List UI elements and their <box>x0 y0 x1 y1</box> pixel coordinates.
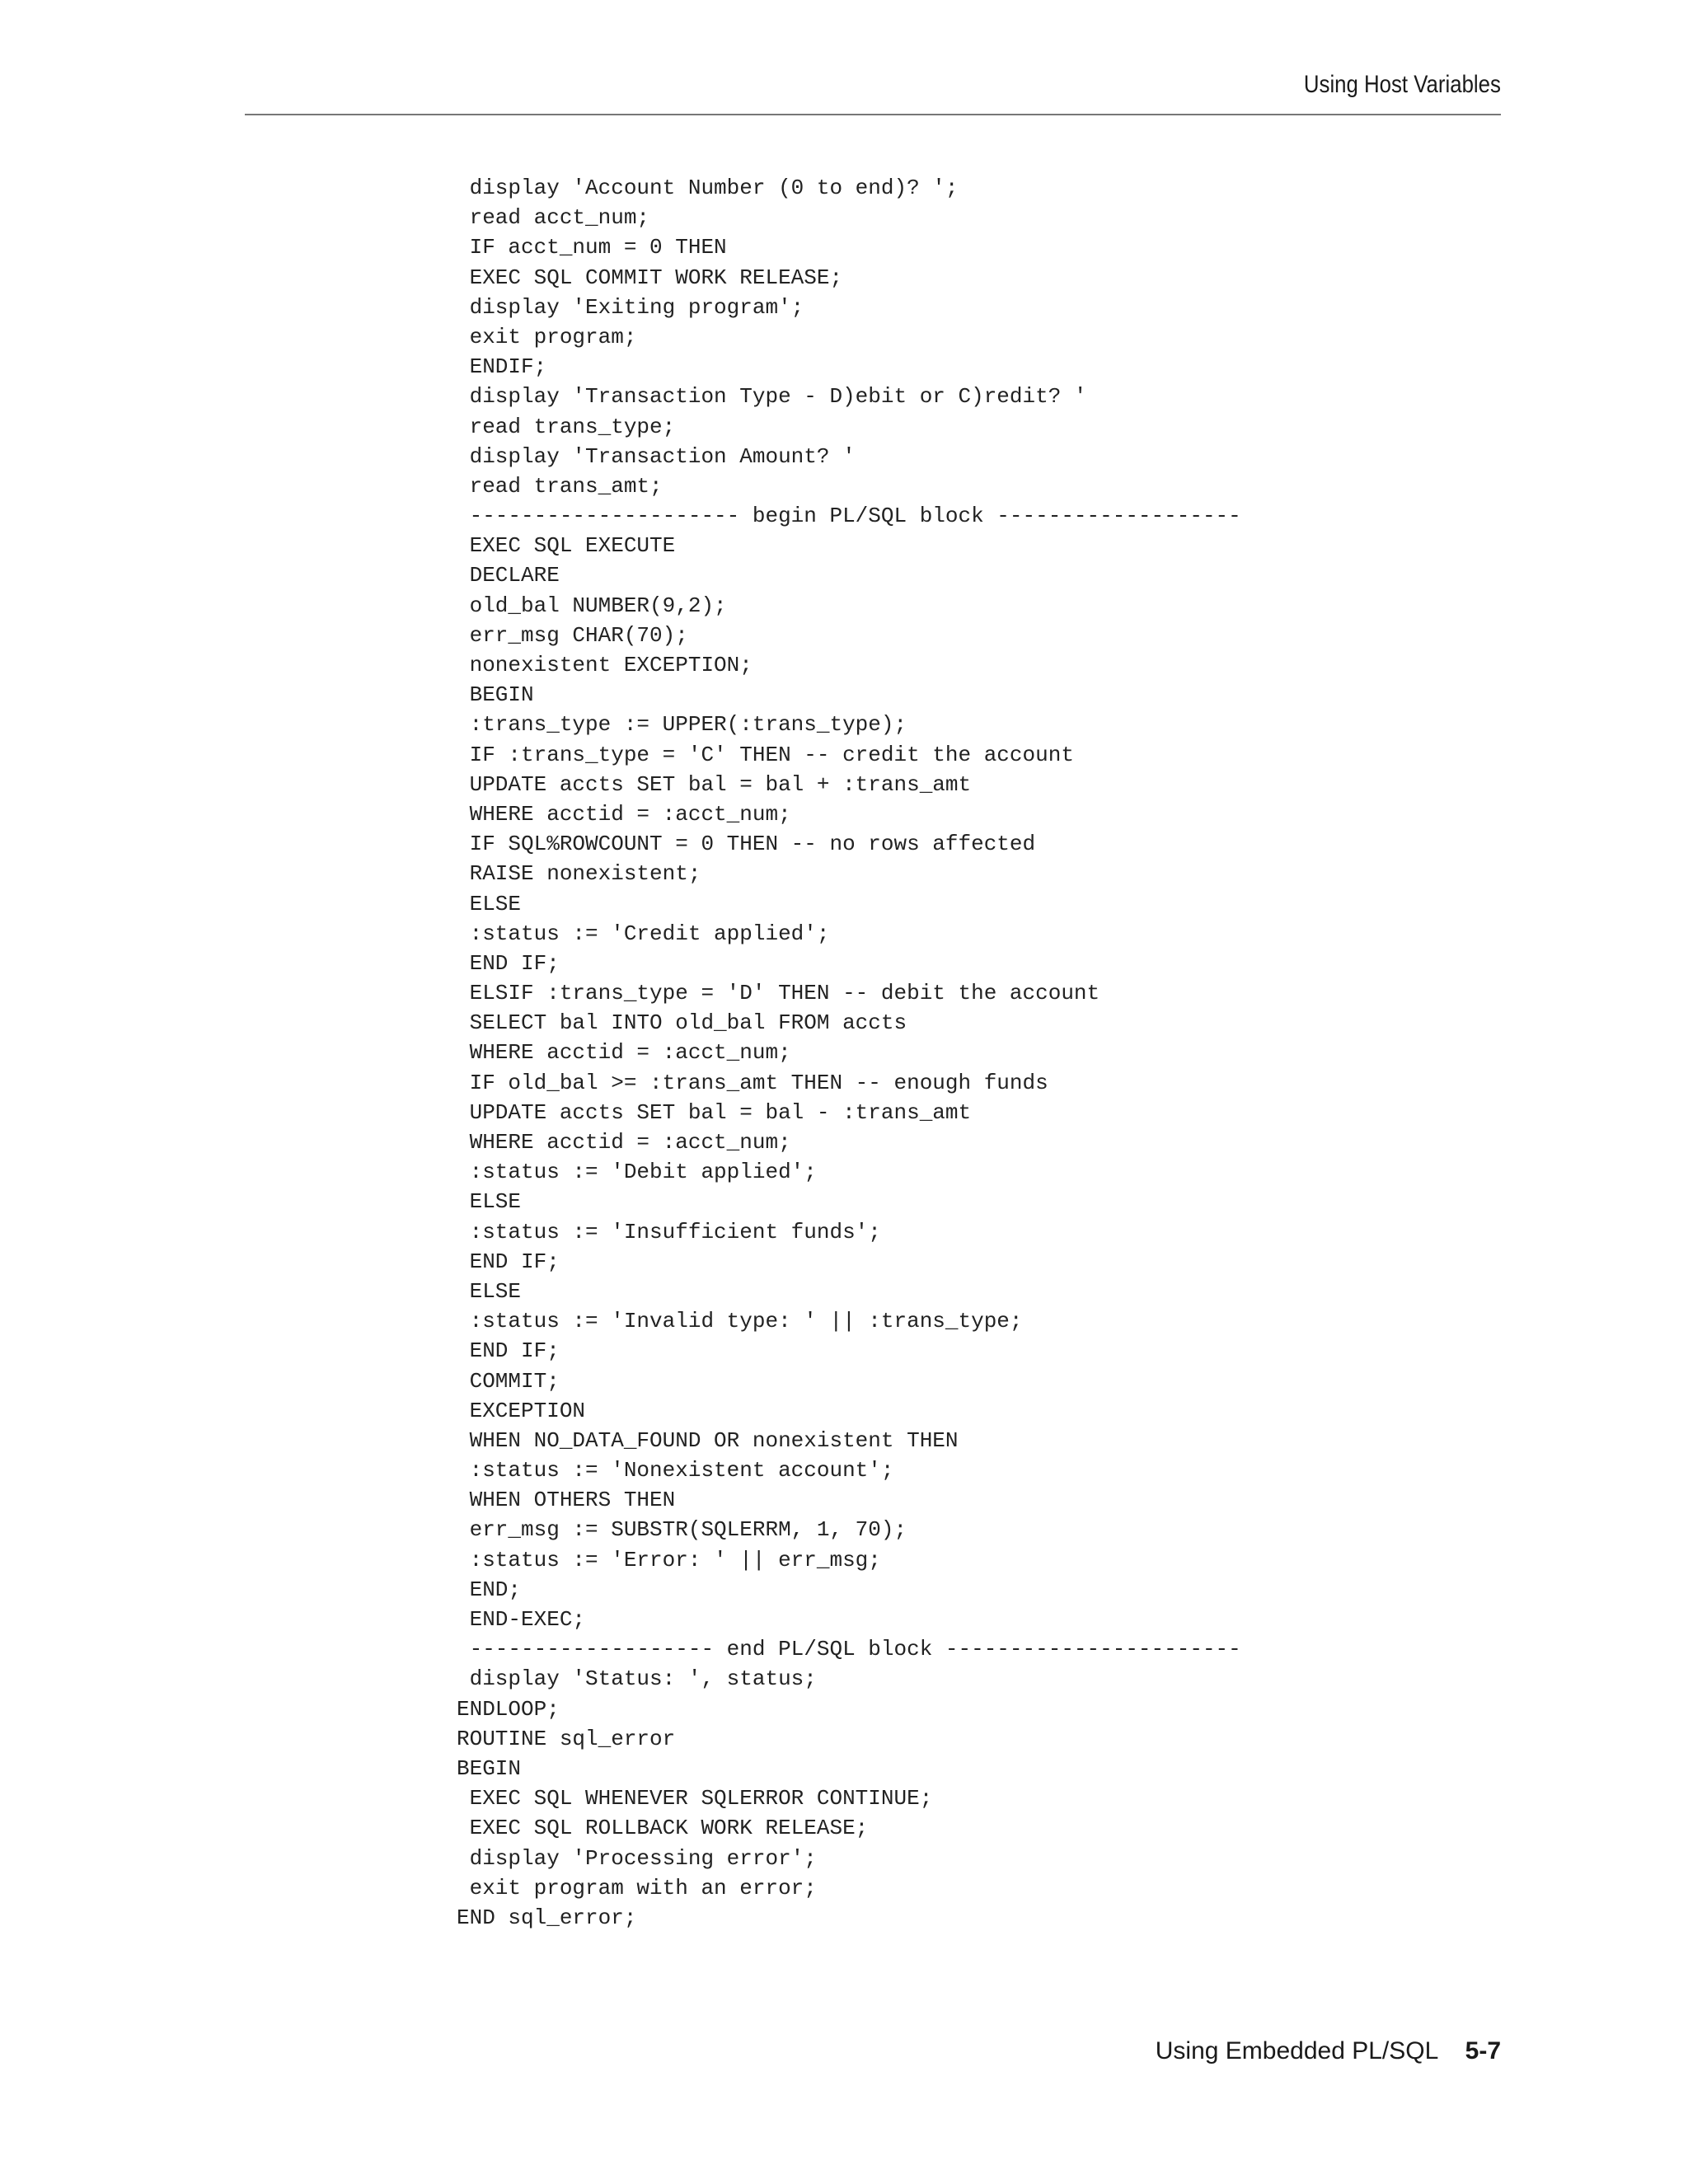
code-line: :status := 'Debit applied'; <box>457 1160 817 1185</box>
code-line: read trans_type; <box>457 414 676 439</box>
code-line: BEGIN <box>457 1755 522 1781</box>
code-line: read trans_amt; <box>457 473 663 499</box>
code-line: EXEC SQL WHENEVER SQLERROR CONTINUE; <box>457 1786 933 1811</box>
page-footer <box>1156 2037 1501 2065</box>
code-line: ELSE <box>457 891 522 916</box>
code-line: UPDATE accts SET bal = bal + :trans_amt <box>457 771 972 797</box>
code-line: END IF; <box>457 1338 560 1364</box>
code-line: exit program; <box>457 324 637 349</box>
code-line: ELSE <box>457 1278 522 1304</box>
code-line: END IF; <box>457 1249 560 1274</box>
code-line: DECLARE <box>457 563 560 588</box>
code-line: :status := 'Insufficient funds'; <box>457 1219 881 1244</box>
code-line: BEGIN <box>457 682 534 708</box>
code-line: RAISE nonexistent; <box>457 861 701 887</box>
code-line: ELSE <box>457 1189 522 1215</box>
code-line: WHEN NO_DATA_FOUND OR nonexistent THEN <box>457 1427 959 1453</box>
footer-chapter-title: Using Embedded PL/SQL <box>1155 2037 1439 2064</box>
code-line: WHEN OTHERS THEN <box>457 1488 676 1513</box>
code-line: IF :trans_type = 'C' THEN -- credit the account <box>457 742 1074 767</box>
code-line: display 'Processing error'; <box>457 1845 817 1871</box>
code-line: old_bal NUMBER(9,2); <box>457 593 727 618</box>
code-line: WHERE acctid = :acct_num; <box>457 1130 791 1155</box>
code-line: IF old_bal >= :trans_amt THEN -- enough funds <box>457 1070 1048 1095</box>
code-line: EXCEPTION <box>457 1398 586 1423</box>
code-line: display 'Exiting program'; <box>457 294 804 320</box>
code-line: ELSIF :trans_type = 'D' THEN -- debit the account <box>457 981 1100 1006</box>
code-line: WHERE acctid = :acct_num; <box>457 801 791 827</box>
code-line: IF SQL%ROWCOUNT = 0 THEN -- no rows affected <box>457 832 1036 857</box>
code-line: display 'Account Number (0 to end)? '; <box>457 176 959 200</box>
footer-page-number: 5-7 <box>1465 2037 1501 2064</box>
code-line: display 'Transaction Amount? ' <box>457 443 856 469</box>
code-line: UPDATE accts SET bal = bal - :trans_amt <box>457 1099 972 1125</box>
code-line: WHERE acctid = :acct_num; <box>457 1040 791 1066</box>
code-line: END IF; <box>457 950 560 976</box>
code-line: END; <box>457 1577 522 1602</box>
code-line: IF acct_num = 0 THEN <box>457 235 727 260</box>
code-line: exit program with an error; <box>457 1875 817 1900</box>
code-line: --------------------- begin PL/SQL block ------------------- <box>457 504 1241 529</box>
code-line: SELECT bal INTO old_bal FROM accts <box>457 1010 907 1036</box>
code-line: :status := 'Invalid type: ' || :trans_type; <box>457 1309 1023 1334</box>
code-line: ROUTINE sql_error <box>457 1726 676 1751</box>
code-line: EXEC SQL EXECUTE <box>457 533 676 559</box>
code-line: ------------------- end PL/SQL block ----------------------- <box>457 1637 1241 1662</box>
code-line: :status := 'Error: ' || err_msg; <box>457 1547 881 1572</box>
code-line: EXEC SQL ROLLBACK WORK RELEASE; <box>457 1816 869 1841</box>
code-line: EXEC SQL COMMIT WORK RELEASE; <box>457 265 843 290</box>
code-line: :status := 'Nonexistent account'; <box>457 1458 894 1483</box>
code-line: err_msg := SUBSTR(SQLERRM, 1, 70); <box>457 1517 907 1543</box>
code-listing <box>457 173 1241 1933</box>
header-rule <box>245 114 1501 115</box>
code-line: END-EXEC; <box>457 1607 586 1632</box>
code-line: ENDLOOP; <box>457 1696 560 1722</box>
code-line: display 'Transaction Type - D)ebit or C)redit? ' <box>457 384 1087 410</box>
code-line: :trans_type := UPPER(:trans_type); <box>457 712 907 738</box>
code-line: :status := 'Credit applied'; <box>457 921 830 946</box>
code-line: COMMIT; <box>457 1368 560 1394</box>
code-line: display 'Status: ', status; <box>457 1666 817 1692</box>
code-line: ENDIF; <box>457 354 547 380</box>
code-line: read acct_num; <box>457 205 650 231</box>
code-line: err_msg CHAR(70); <box>457 622 688 648</box>
code-line: END sql_error; <box>457 1905 637 1930</box>
code-line: nonexistent EXCEPTION; <box>457 653 753 677</box>
running-header: Using Host Variables <box>1304 71 1501 98</box>
